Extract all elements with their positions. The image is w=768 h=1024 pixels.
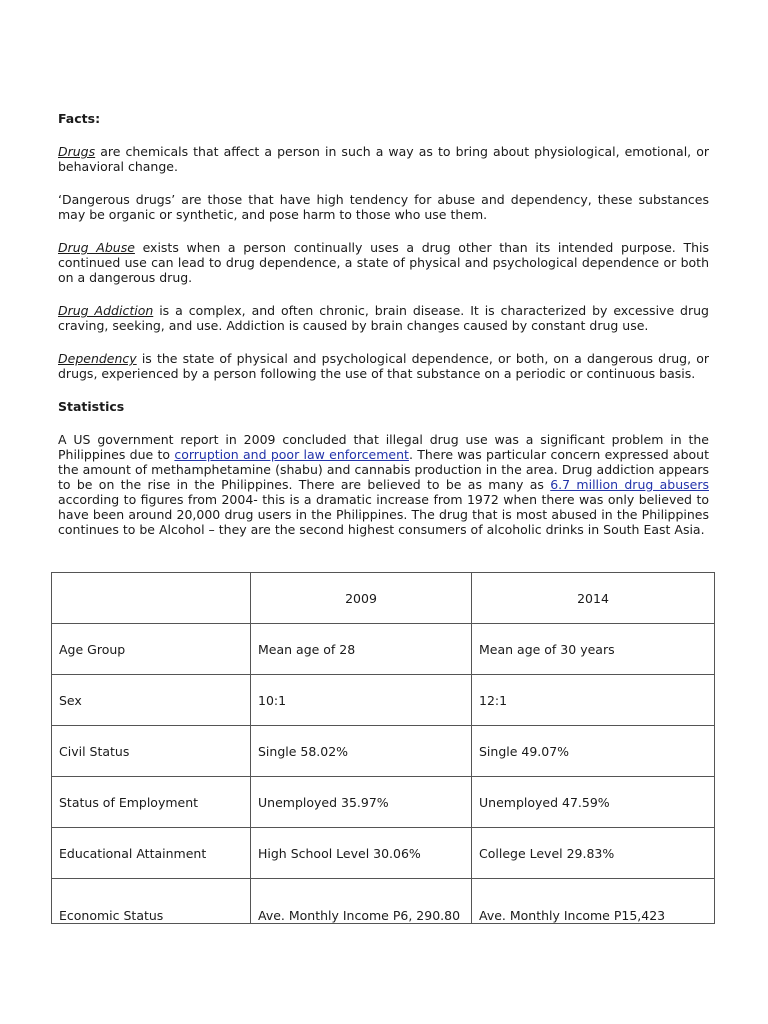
drugs-definition: are chemicals that affect a person in such a way as to bring about physiological, emotional, or behavioral change.: [58, 144, 709, 174]
table-row-label: Status of Employment: [52, 777, 251, 828]
table-header-cell: 2014: [472, 573, 715, 624]
statistics-heading: Statistics: [58, 399, 125, 414]
table-cell: 10:1: [251, 675, 472, 726]
dangerous-drugs-paragraph: ‘Dangerous drugs’ are those that have high tendency for abuse and dependency, these substances may be organic or synthetic, and pose harm to those who use them.: [58, 192, 709, 222]
table-cell: Unemployed 35.97%: [251, 777, 472, 828]
table-row-label: Economic Status: [52, 879, 251, 924]
statistics-text-3: according to figures from 2004- this is a dramatic increase from 1972 when there was only believed to have been around 20,000 drug users in the Philippines. The drug that is most abused in the Philippines continues to be Alcohol – they are the second highest consumers of alcoholic drinks in South East Asia.: [58, 492, 709, 537]
table-row: [52, 624, 715, 675]
drug-abuse-term: Drug Abuse: [58, 240, 135, 255]
drug-addiction-paragraph: [58, 303, 709, 333]
table-cell: Unemployed 47.59%: [472, 777, 715, 828]
table-row-label: Age Group: [52, 624, 251, 675]
dependency-term: Dependency: [58, 351, 137, 366]
table-row: [52, 879, 715, 924]
table-cell: Mean age of 30 years: [472, 624, 715, 675]
table-row-label: Educational Attainment: [52, 828, 251, 879]
drugs-term: Drugs: [58, 144, 96, 159]
table-cell: 12:1: [472, 675, 715, 726]
table-cell: Single 49.07%: [472, 726, 715, 777]
drugs-paragraph: [58, 144, 709, 174]
statistics-table: [51, 572, 715, 924]
table-cell: Ave. Monthly Income P6, 290.80: [251, 879, 472, 924]
statistics-paragraph: [58, 432, 709, 537]
drug-addiction-term: Drug Addiction: [58, 303, 154, 318]
corruption-link[interactable]: corruption and poor law enforcement: [174, 447, 409, 462]
table-cell: College Level 29.83%: [472, 828, 715, 879]
table-header-cell: 2009: [251, 573, 472, 624]
drug-abuse-definition: exists when a person continually uses a drug other than its intended purpose. This continued use can lead to drug dependence, a state of physical and psychological dependence or both on a dangerous drug.: [58, 240, 709, 285]
dependency-definition: is the state of physical and psychological dependence, or both, on a dangerous drug, or drugs, experienced by a person following the use of that substance on a periodic or continuous basis.: [58, 351, 709, 381]
table-row-label: Civil Status: [52, 726, 251, 777]
table-row: [52, 726, 715, 777]
table-header-row: [52, 573, 715, 624]
table-row-label: Sex: [52, 675, 251, 726]
dependency-paragraph: [58, 351, 709, 381]
table-cell: Mean age of 28: [251, 624, 472, 675]
document-body: [58, 111, 709, 555]
table-cell: Single 58.02%: [251, 726, 472, 777]
table-header-cell: [52, 573, 251, 624]
statistics-text-2: . There was particular concern expressed about the amount of methamphetamine (shabu) and cannabis production in the area. Drug addiction appears to be on the rise in the Philippines. There are believed to be as many as: [58, 447, 709, 492]
drug-abuse-paragraph: [58, 240, 709, 285]
drug-addiction-definition: is a complex, and often chronic, brain disease. It is characterized by excessive drug craving, seeking, and use. Addiction is caused by brain changes caused by constant drug use.: [58, 303, 709, 333]
table-row: [52, 675, 715, 726]
drug-abusers-link[interactable]: 6.7 million drug abusers: [550, 477, 709, 492]
table-row: [52, 828, 715, 879]
table-cell: High School Level 30.06%: [251, 828, 472, 879]
statistics-text-1: A US government report in 2009 concluded that illegal drug use was a significant problem in the Philippines due to: [58, 432, 709, 462]
table-cell: Ave. Monthly Income P15,423: [472, 879, 715, 924]
table-row: [52, 777, 715, 828]
facts-heading: Facts:: [58, 111, 101, 126]
